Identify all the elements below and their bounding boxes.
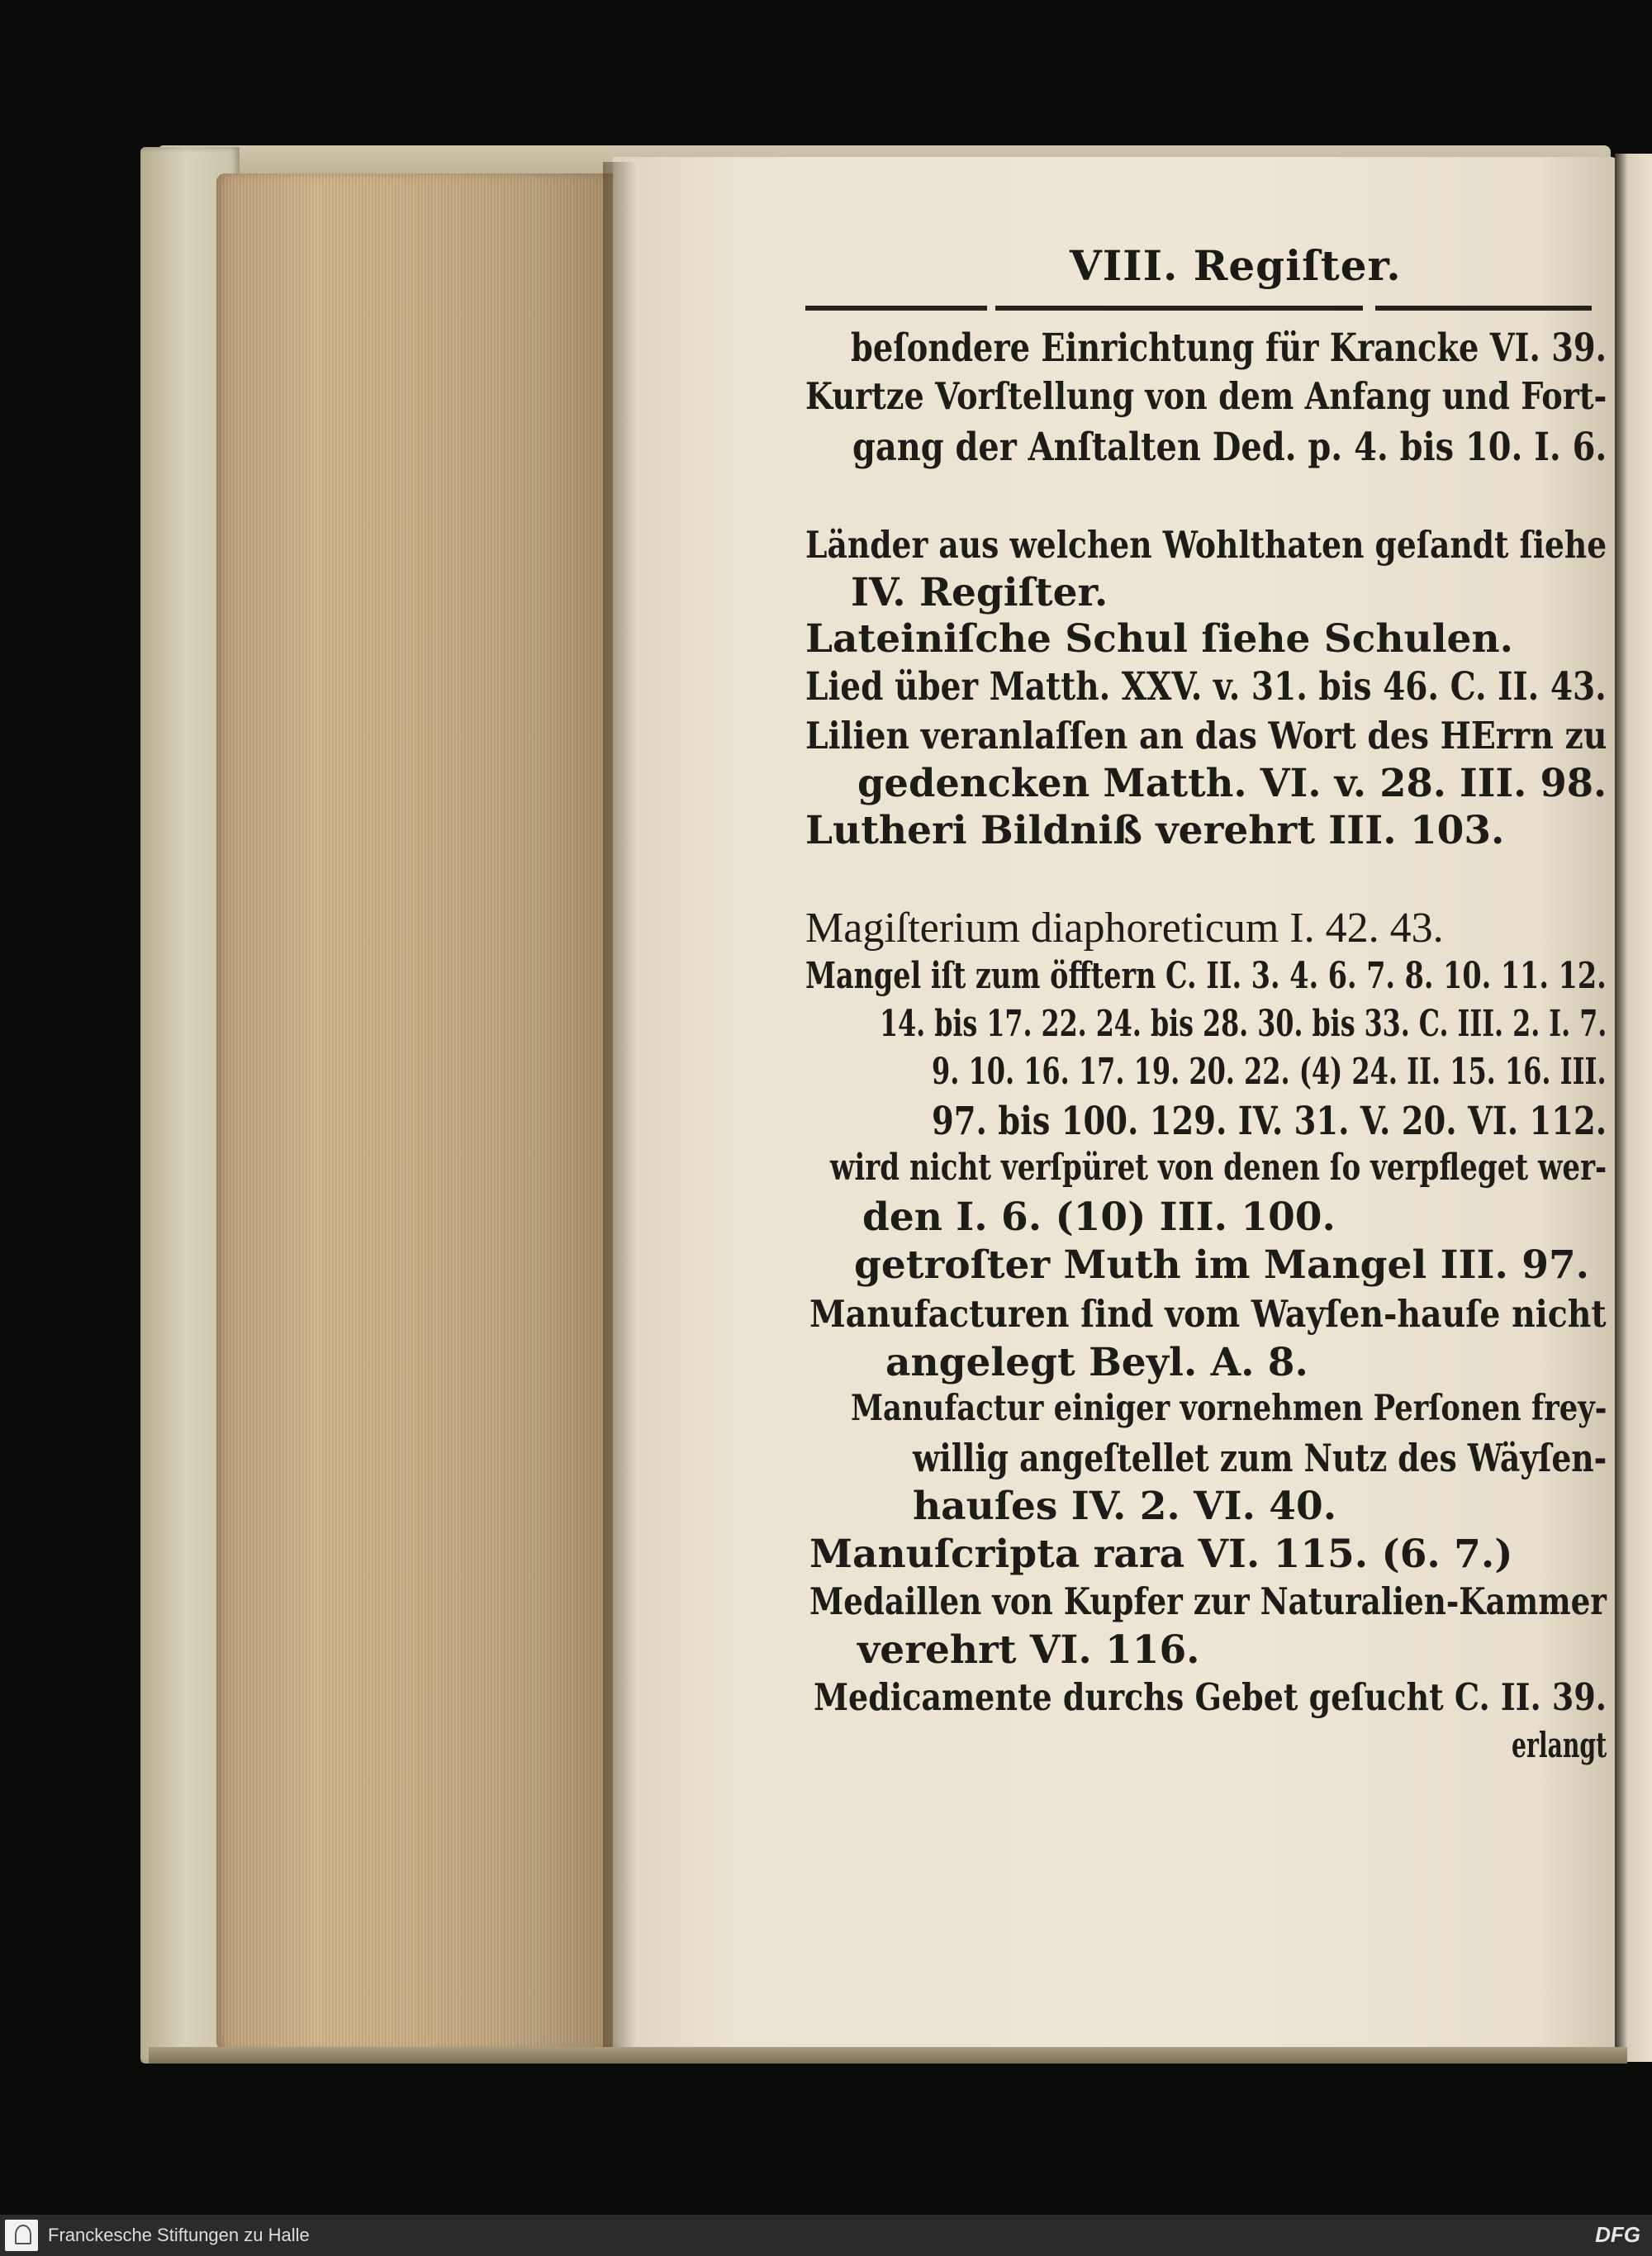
page-header: VIII. Regiſter. [1070, 241, 1402, 290]
page-block-edges [216, 173, 613, 2050]
index-line: getroſter Muth im Mangel III. 97. [854, 1242, 1590, 1288]
facing-page-edge [1615, 154, 1652, 2062]
header-rule [1375, 306, 1592, 311]
index-line: Lilien veranlaſſen an das Wort des HErrn zu [805, 714, 1607, 758]
dfg-logo: DFG [1595, 2222, 1640, 2247]
index-line: gang der Anſtalten Ded. p. 4. bis 10. I. 6. [852, 425, 1607, 470]
index-line: Medaillen von Kupfer zur Naturalien-Kammer [809, 1579, 1607, 1623]
index-line: angelegt Beyl. A. 8. [885, 1340, 1308, 1385]
gutter-shadow [603, 162, 636, 2062]
catchword: erlangt [1512, 1725, 1607, 1765]
header-rule [805, 306, 987, 311]
index-line: 14. bis 17. 22. 24. bis 28. 30. bis 33. C. III. 2. I. 7. [880, 1003, 1607, 1045]
index-line: Magiſterium diaphoreticum I. 42. 43. [805, 905, 1444, 952]
viewer-footer [0, 2215, 1652, 2256]
index-line: 97. bis 100. 129. IV. 31. V. 20. VI. 112. [932, 1099, 1607, 1144]
index-line: Länder aus welchen Wohlthaten geſandt ſiehe [805, 523, 1607, 567]
index-line: Manufacturen ſind vom Wayſen-hauſe nicht [809, 1292, 1607, 1336]
index-line: Manuſcripta rara VI. 115. (6. 7.) [809, 1532, 1513, 1577]
index-line: Lutheri Bildniß verehrt III. 103. [805, 808, 1505, 853]
index-line: verehrt VI. 116. [857, 1627, 1200, 1673]
index-line: Medicamente durchs Gebet geſucht C. II. 39. [814, 1675, 1607, 1719]
header-rule [995, 306, 1363, 311]
index-line: wird nicht verſpüret von denen ſo verpfleget wer- [830, 1147, 1607, 1189]
index-line: den I. 6. (10) III. 100. [862, 1194, 1336, 1240]
institution-logo-icon [5, 2220, 38, 2251]
index-line: hauſes IV. 2. VI. 40. [913, 1484, 1337, 1529]
index-line: beſondere Einrichtung für Krancke VI. 39. [851, 325, 1607, 371]
index-line: Lateiniſche Schul ſiehe Schulen. [805, 616, 1513, 662]
index-line: Mangel iſt zum öfftern C. II. 3. 4. 6. 7. 8. 10. 11. 12. [805, 955, 1607, 997]
index-line: Lied über Matth. XXV. v. 31. bis 46. C. II. 43. [805, 664, 1607, 710]
institution-name: Franckesche Stiftungen zu Halle [48, 2225, 310, 2245]
index-line: gedencken Matth. VI. v. 28. III. 98. [857, 761, 1607, 806]
index-line: Kurtze Vorſtellung von dem Anfang und Fort- [805, 374, 1607, 418]
index-line: Manufactur einiger vornehmen Perſonen frey- [851, 1388, 1607, 1429]
index-line: 9. 10. 16. 17. 19. 20. 22. (4) 24. II. 15. 16. III. [932, 1051, 1607, 1093]
book-bottom-edge [149, 2047, 1627, 2064]
index-line: willig angeſtellet zum Nutz des Wäyſen- [913, 1436, 1607, 1480]
index-line: IV. Regiſter. [851, 570, 1108, 615]
